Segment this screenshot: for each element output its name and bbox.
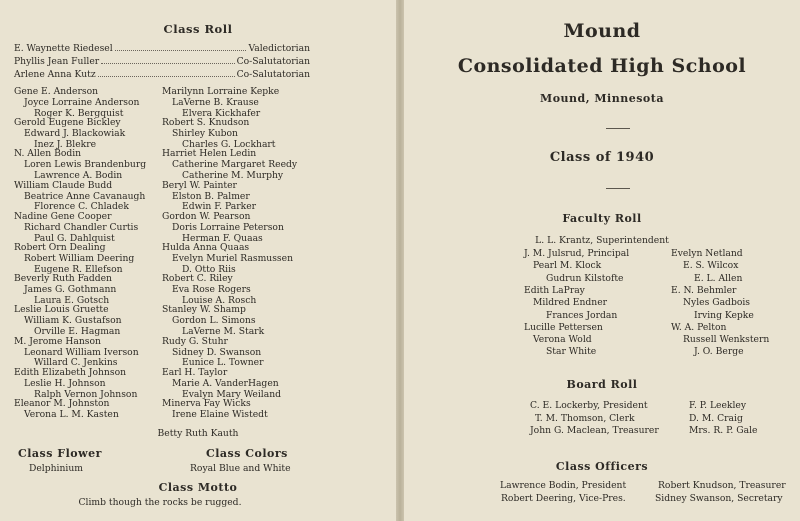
student-name: Nadine Gene Cooper [14, 210, 112, 222]
board-member: T. M. Thomson, Clerk [535, 412, 635, 424]
roll-group [14, 212, 138, 245]
student-name: Richard Chandler Curtis [24, 221, 139, 233]
student-name: Willard C. Jenkins [34, 357, 118, 369]
student-name: Marie A. VanderHagen [172, 377, 279, 389]
student-name: Eleanor M. Johnston [14, 398, 110, 409]
faculty-member: E. N. Behmler [671, 284, 737, 296]
student-name: Irene Elaine Wistedt [172, 408, 268, 420]
student-name: Eva Rose Rogers [172, 284, 251, 296]
student-name: Earl H. Taylor [162, 366, 228, 378]
faculty-member: Russell Wenkstern [683, 334, 770, 346]
student-name: William K. Gustafson [24, 315, 122, 327]
student-name: Lawrence A. Bodin [34, 170, 123, 182]
student-name: Paul G. Dahlquist [34, 232, 115, 244]
student-name: D. Otto Riis [182, 263, 236, 275]
roll-group [162, 368, 281, 401]
class-officer: Robert Knudson, Treasurer [658, 480, 786, 491]
student-name: Catherine M. Murphy [182, 170, 284, 182]
school-title-line-2: Consolidated High School [457, 55, 747, 77]
student-name: Leslie Louis Gruette [14, 304, 109, 316]
roll-group [14, 368, 137, 401]
student-name: Herman F. Quaas [182, 232, 263, 244]
board-member: C. E. Lockerby, President [530, 400, 648, 411]
student-name: Edward J. Blackowiak [24, 128, 126, 140]
roll-group [14, 87, 139, 120]
roll-group [162, 243, 293, 276]
student-name: Sidney D. Swanson [172, 346, 262, 358]
board-member: D. M. Craig [689, 412, 743, 424]
faculty-member: Evelyn Netland [671, 248, 743, 259]
student-name: Eunice L. Towner [182, 357, 264, 369]
roll-group [162, 87, 279, 120]
leader-dots [101, 56, 234, 64]
left-page [0, 0, 396, 521]
honor-co-salutatorian-2 [14, 69, 310, 80]
roll-group [162, 149, 297, 182]
book-spine [396, 0, 404, 521]
student-name: Gordon L. Simons [172, 315, 256, 327]
student-name: LaVerne B. Krause [172, 96, 259, 108]
faculty-member: Pearl M. Klock [533, 260, 602, 272]
roll-group [162, 118, 276, 151]
student-name: Shirley Kubon [172, 128, 238, 140]
student-name: Harriet Helen Ledin [162, 148, 257, 160]
board-member: F. P. Leekley [689, 400, 747, 411]
student-name: Robert C. Riley [162, 273, 233, 285]
student-name: Evelyn Muriel Rasmussen [172, 252, 293, 264]
student-name: Verona L. M. Kasten [24, 408, 119, 420]
student-name: Beryl W. Painter [162, 179, 237, 191]
roll-group [14, 274, 116, 307]
faculty-member: Star White [546, 346, 597, 358]
faculty-member: Frances Jordan [546, 309, 618, 321]
student-name: Gene E. Anderson [14, 86, 99, 97]
student-name: LaVerne M. Stark [182, 326, 265, 338]
roll-group [14, 243, 134, 276]
faculty-member: J. M. Julsrud, Principal [524, 248, 630, 259]
student-name: Gerold Eugene Bickley [14, 117, 121, 129]
student-name: Eugene R. Ellefson [34, 263, 123, 275]
class-officer: Robert Deering, Vice-Pres. [501, 492, 626, 504]
faculty-member: J. O. Berge [694, 346, 744, 358]
roll-group [162, 212, 284, 245]
roll-group [14, 399, 119, 421]
student-name: Beverly Ruth Fadden [14, 273, 112, 285]
student-name: Hulda Anna Quaas [162, 242, 250, 253]
honor-name: Arlene Anna Kutz [14, 69, 96, 80]
class-year: Class of 1940 [549, 150, 655, 165]
student-name: Beatrice Anne Cavanaugh [24, 190, 146, 202]
student-name: N. Allen Bodin [14, 148, 82, 160]
roll-group [14, 305, 122, 338]
student-name: Leonard William Iverson [24, 346, 139, 358]
divider-rule [606, 188, 630, 189]
student-name: Louise A. Rosch [182, 295, 257, 306]
honor-title: Co-Salutatorian [236, 56, 310, 67]
divider-rule [606, 128, 630, 129]
leader-dots [115, 43, 247, 51]
roll-group [162, 181, 256, 214]
student-name: Edwin F. Parker [182, 201, 257, 213]
superintendent: L. L. Krantz, Superintendent [535, 235, 669, 246]
faculty-member: E. S. Wilcox [683, 260, 739, 272]
student-name: Edith Elizabeth Johnson [14, 366, 127, 378]
class-motto: Climb though the rocks be rugged. [78, 497, 242, 508]
student-name: Doris Lorraine Peterson [172, 221, 284, 233]
roll-group [14, 118, 125, 151]
student-name: Gordon W. Pearson [162, 210, 251, 222]
roll-group [14, 337, 139, 370]
honor-title: Valedictorian [248, 43, 310, 54]
school-location: Mound, Minnesota [540, 92, 664, 105]
student-name: Evalyn Mary Weiland [182, 388, 282, 400]
student-name: Inez J. Blekre [34, 139, 97, 150]
student-name: M. Jerome Hanson [14, 335, 101, 347]
board-member: John G. Maclean, Treasurer [530, 425, 659, 437]
school-title-line-1: Mound [563, 20, 641, 42]
faculty-member: Irving Kepke [694, 309, 754, 321]
student-name: Roger K. Bergquist [34, 107, 124, 119]
student-name: Joyce Lorraine Anderson [24, 96, 140, 108]
leader-dots [98, 69, 235, 77]
student-name: Laura E. Gotsch [34, 295, 110, 306]
roll-group [14, 149, 146, 182]
roll-group [162, 399, 268, 421]
class-colors: Royal Blue and White [190, 463, 291, 474]
student-name: Florence C. Chladek [34, 201, 129, 213]
class-flower-heading: Class Flower [18, 447, 102, 460]
faculty-member: Gudrun Kilstofte [546, 272, 624, 284]
student-name: Loren Lewis Brandenburg [24, 159, 147, 171]
faculty-member: Lucille Pettersen [524, 321, 603, 333]
honor-co-salutatorian-1 [14, 56, 310, 67]
class-colors-heading: Class Colors [206, 447, 288, 460]
student-name: Orville E. Hagman [34, 326, 121, 338]
student-name: Elvera Kickhafer [182, 107, 261, 119]
faculty-member: W. A. Pelton [671, 321, 727, 333]
student-name: Marilynn Lorraine Kepke [162, 86, 280, 97]
student-name: Ralph Vernon Johnson [34, 388, 138, 400]
student-name: Robert Orn Dealing [14, 242, 106, 253]
student-name: Stanley W. Shamp [162, 304, 246, 316]
student-name: Catherine Margaret Reedy [172, 159, 298, 171]
student-name: Rudy G. Stuhr [162, 335, 228, 347]
student-name: Minerva Fay Wicks [162, 398, 251, 409]
class-roll-heading: Class Roll [163, 22, 233, 36]
student-name: Charles G. Lockhart [182, 139, 276, 150]
faculty-member: Nyles Gadbois [683, 297, 751, 309]
student-name: James G. Gothmann [24, 284, 117, 296]
honor-title: Co-Salutatorian [236, 69, 310, 80]
board-member: Mrs. R. P. Gale [689, 425, 758, 437]
honor-name: E. Waynette Riedesel [14, 43, 113, 54]
honor-name: Phyllis Jean Fuller [14, 56, 100, 67]
faculty-member: E. L. Allen [694, 272, 743, 284]
honor-valedictorian [14, 43, 310, 54]
class-flower: Delphinium [29, 463, 83, 474]
board-roll-heading: Board Roll [566, 378, 638, 391]
student-name: Leslie H. Johnson [24, 377, 106, 389]
class-officers-heading: Class Officers [555, 460, 649, 473]
roll-group [162, 337, 263, 370]
right-page [404, 0, 800, 521]
student-name: Elston B. Palmer [172, 190, 250, 202]
roll-group [14, 181, 145, 214]
faculty-roll-heading: Faculty Roll [562, 212, 642, 225]
class-officer: Lawrence Bodin, President [500, 480, 627, 491]
faculty-member: Mildred Endner [533, 297, 608, 309]
roll-group [162, 274, 256, 307]
faculty-member: Verona Wold [533, 334, 592, 346]
class-roll-last-name: Betty Ruth Kauth [157, 428, 239, 439]
class-officer: Sidney Swanson, Secretary [655, 492, 783, 504]
student-name: Robert S. Knudson [162, 117, 250, 129]
class-motto-heading: Class Motto [158, 481, 238, 494]
student-name: Robert William Deering [24, 252, 135, 264]
student-name: William Claude Budd [14, 179, 113, 191]
faculty-member: Edith LaPray [524, 284, 585, 296]
roll-group [162, 305, 264, 338]
